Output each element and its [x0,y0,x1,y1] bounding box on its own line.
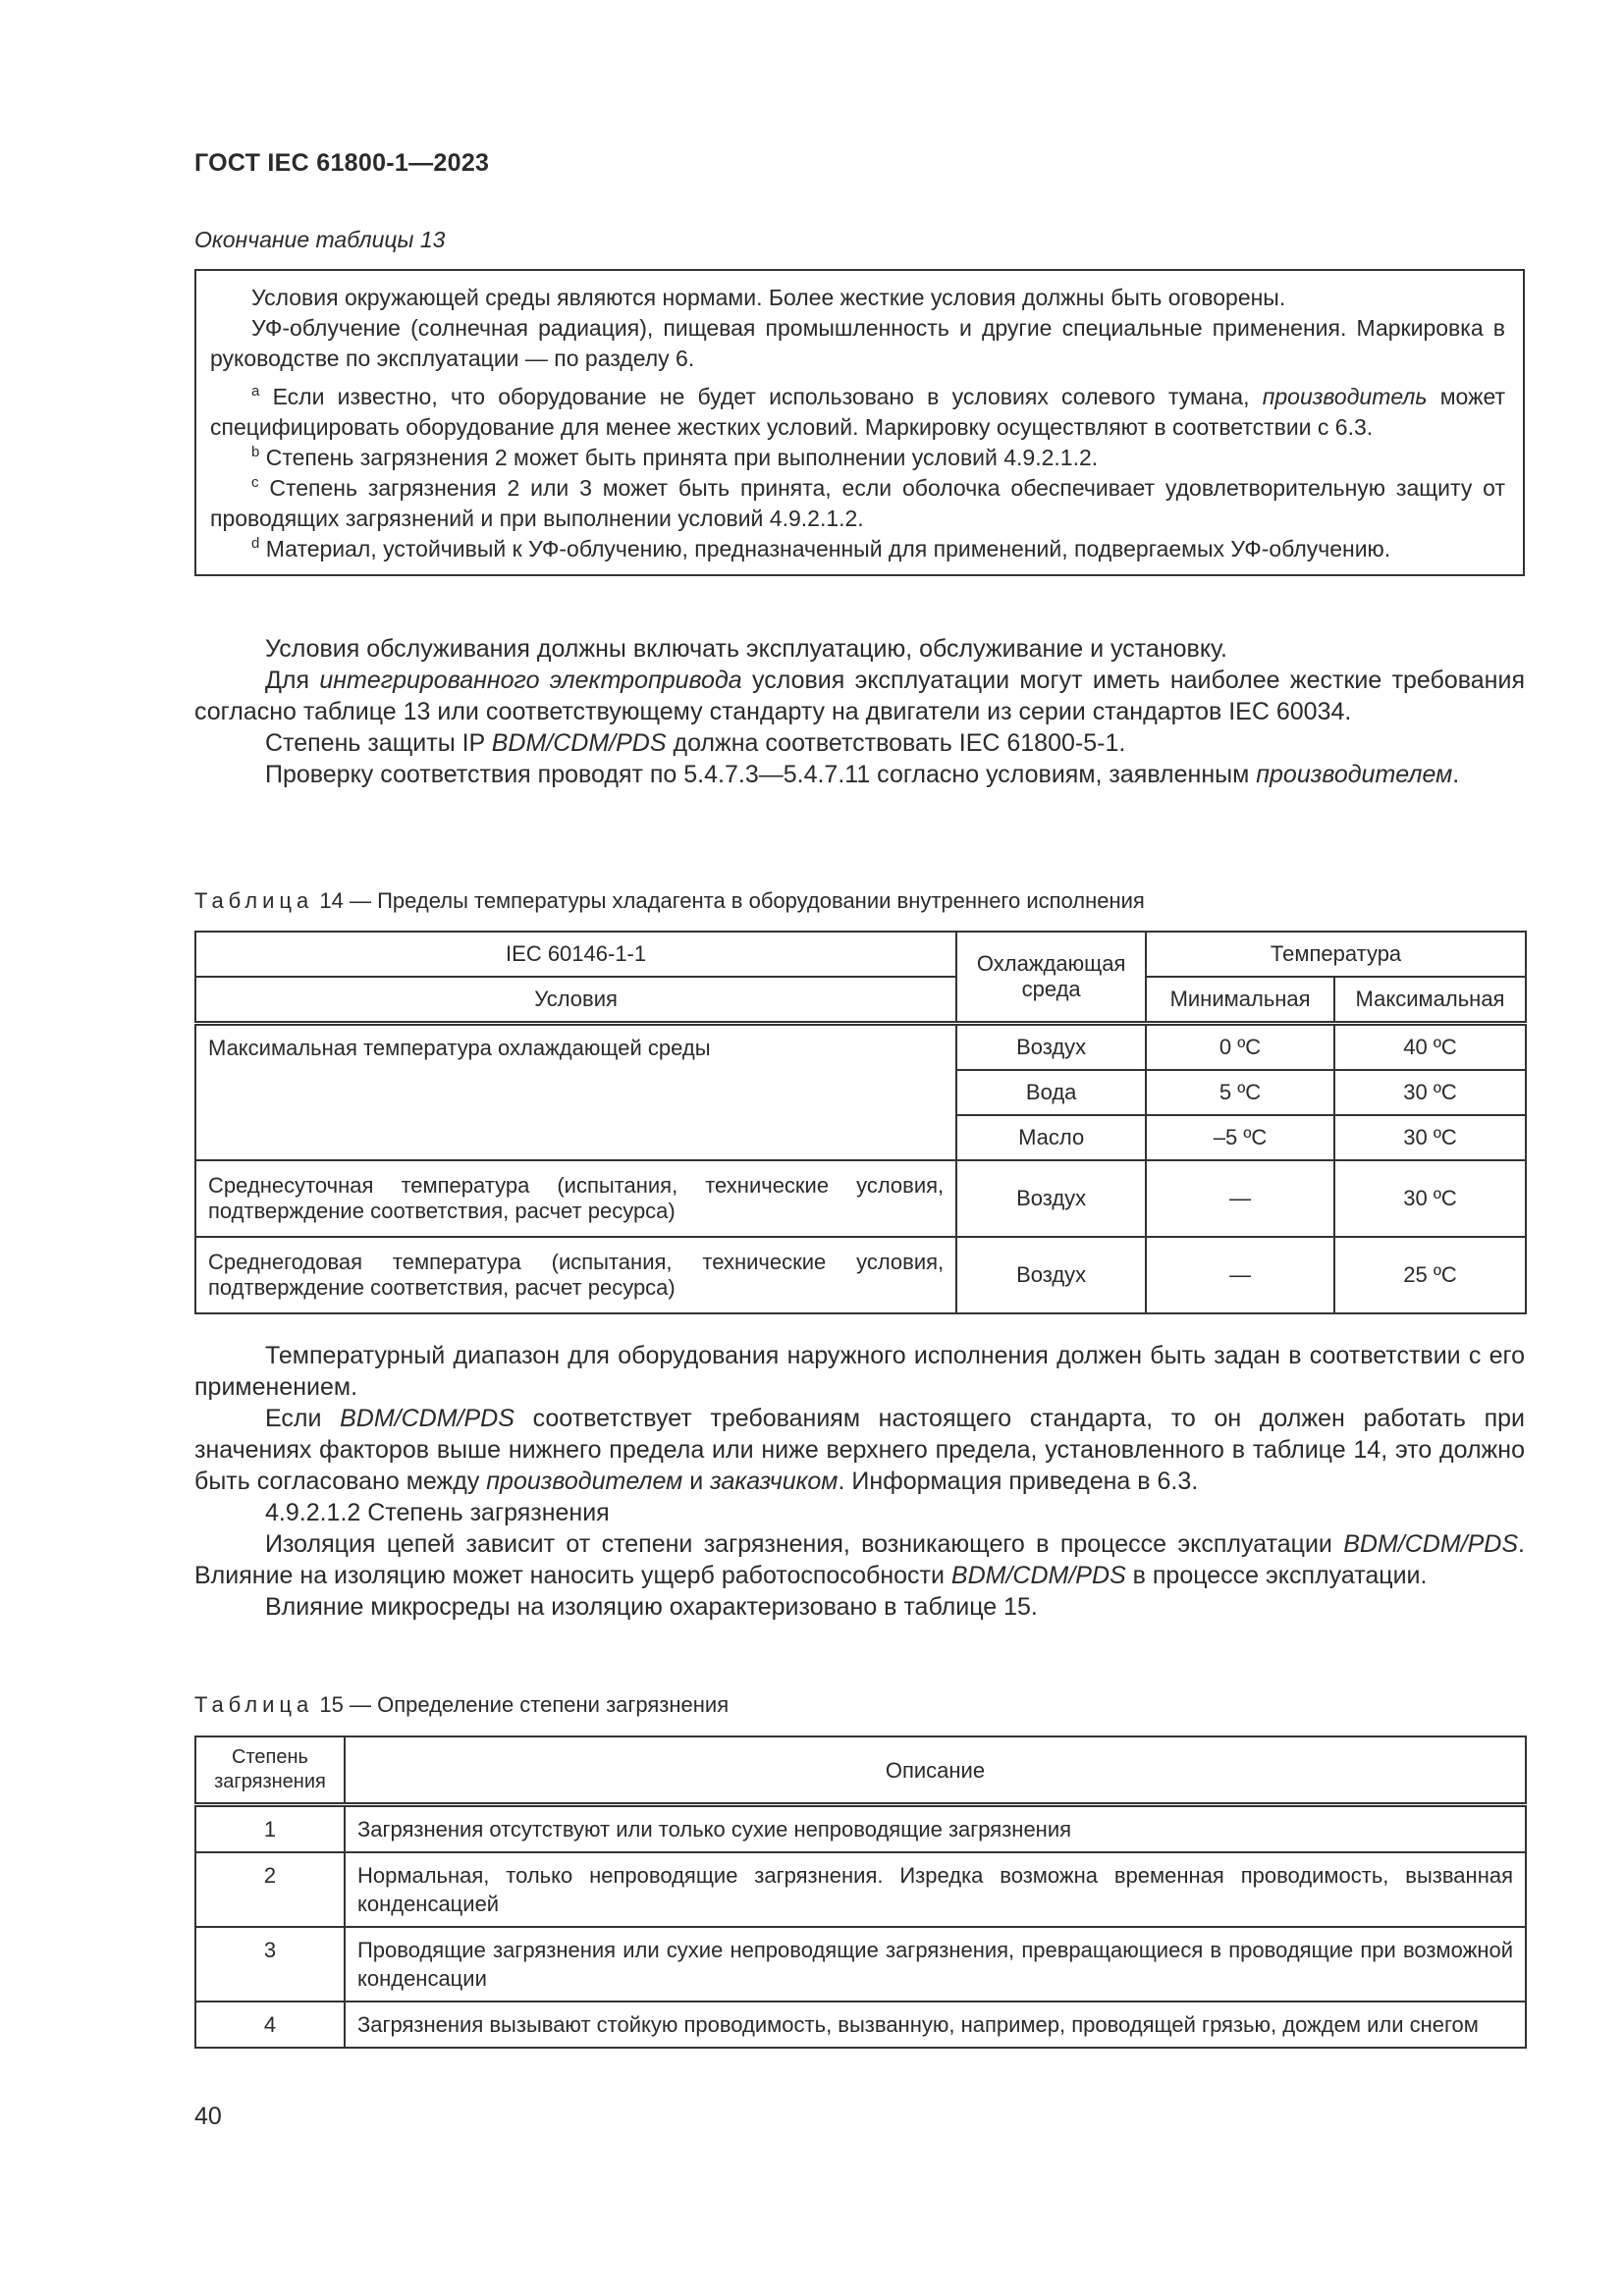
page-number: 40 [194,2103,222,2130]
cell-min: — [1146,1237,1334,1313]
header-cooling-medium: Охлаждающая среда [956,932,1146,1024]
footnote-text: Степень загрязнения 2 или 3 может быть принята, если оболочка обеспечивает удовлетворительную защиту от проводящих загрязнений и при выполнении условий 4.9.2.1.2. [210,475,1506,531]
cell-min: 0 ºС [1146,1024,1334,1071]
paragraph [194,759,1525,790]
footnote-mark: d [251,535,260,552]
paragraph [194,1528,1525,1591]
cell-description: Проводящие загрязнения или сухие непроводящие загрязнения, превращающиеся в проводящие при возможной конденсации [345,1927,1526,2002]
cell-max: 40 ºС [1334,1024,1526,1071]
cell-condition: Максимальная температура охлаждающей среды [195,1024,956,1161]
paragraph [194,1403,1525,1497]
footnote-b [210,443,1505,473]
paragraph [194,727,1525,759]
footnote-text: Материал, устойчивый к УФ-облучению, предназначенный для применений, подвергаемых УФ-облучению. [265,536,1391,561]
text-run: и [689,1468,704,1495]
body-text-section-2 [194,1340,1525,1623]
text-run: Для [265,667,310,694]
cell-degree: 3 [195,1927,345,2002]
footnote-c [210,473,1505,534]
cell-max: 30 ºС [1334,1070,1526,1115]
cell-description: Загрязнения вызывают стойкую проводимость, вызванную, например, проводящей грязью, дождем или снегом [345,2002,1526,2048]
emphasis: BDM/CDM/PDS [491,729,667,757]
cell-max: 25 ºС [1334,1237,1526,1313]
cell-degree: 1 [195,1805,345,1853]
paragraph [194,665,1525,727]
table-row [195,1927,1526,2002]
footnote-emphasis: производитель [1262,384,1428,409]
cell-medium: Вода [956,1070,1146,1115]
footnote-text: Степень загрязнения 2 может быть принята при выполнении условий 4.9.2.1.2. [265,445,1099,470]
paragraph: Условия обслуживания должны включать эксплуатацию, обслуживание и установку. [265,635,1227,663]
table-row [195,1024,1526,1071]
cell-medium: Воздух [956,1237,1146,1313]
cell-degree: 4 [195,2002,345,2048]
table14-caption [194,888,1145,914]
text-run: Степень защиты IP [265,729,485,757]
table-14 [194,931,1527,1314]
text-run: в процессе эксплуатации. [1132,1562,1428,1589]
emphasis: BDM/CDM/PDS [340,1405,514,1432]
footnote-mark: c [251,474,259,491]
cell-description: Нормальная, только непроводящие загрязнения. Изредка возможна временная проводимость, вызванная конденсацией [345,1852,1526,1927]
header-standard: IEC 60146-1-1 [195,932,956,977]
emphasis: BDM/CDM/PDS [1343,1530,1519,1558]
standard-header: ГОСТ IEC 61800-1—2023 [194,149,490,177]
footnote-a [210,382,1505,443]
text-run: условия эксплуатации могут иметь наиболее жесткие требования согласно таблице 13 или соответствующему стандарту на двигатели из серии стандартов IEC 60034. [194,667,1525,725]
caption-text: 14 — Пределы температуры хладагента в оборудовании внутреннего исполнения [319,888,1145,913]
cell-condition: Среднегодовая температура (испытания, технические условия, подтверждение соответствия, расчет ресурса) [195,1237,956,1313]
footnote-mark: b [251,444,260,460]
caption-label: Таблица [194,1692,314,1717]
body-text-section-1 [194,633,1525,790]
footnote-mark: a [251,383,260,400]
paragraph: Влияние микросреды на изоляцию охарактеризовано в таблице 15. [265,1593,1038,1621]
footnote-d [210,534,1505,564]
paragraph: Температурный диапазон для оборудования наружного исполнения должен быть задан в соответствии с его применением. [194,1342,1525,1401]
table15-caption [194,1692,729,1718]
text-run: Изоляция цепей зависит от степени загрязнения, возникающего в процессе эксплуатации [265,1530,1332,1558]
emphasis: производителем [1256,761,1453,788]
cell-medium: Воздух [956,1160,1146,1237]
cell-min: 5 ºС [1146,1070,1334,1115]
cell-condition: Среднесуточная температура (испытания, технические условия, подтверждение соответствия, расчет ресурса) [195,1160,956,1237]
emphasis: интегрированного электропривода [319,667,742,694]
emphasis: заказчиком [710,1468,839,1495]
caption-text: 15 — Определение степени загрязнения [319,1692,730,1717]
table-row [195,2002,1526,2048]
cell-medium: Воздух [956,1024,1146,1071]
cell-min: — [1146,1160,1334,1237]
cell-max: 30 ºС [1334,1115,1526,1160]
caption-label: Таблица [194,888,314,913]
cell-min: –5 ºС [1146,1115,1334,1160]
header-degree: Степень загрязнения [195,1736,345,1805]
table-continuation-label: Окончание таблицы 13 [194,227,446,252]
table-row [195,1160,1526,1237]
footnote-text: может специфицировать оборудование для менее жестких условий. Маркировку осуществляют в соответствии с 6.3. [210,384,1506,440]
header-max: Максимальная [1334,977,1526,1024]
note-line: УФ-облучение (солнечная радиация), пищевая промышленность и другие специальные применения. Маркировка в руководстве по эксплуатации — по разделу 6. [210,315,1505,371]
header-conditions: Условия [195,977,956,1024]
cell-max: 30 ºС [1334,1160,1526,1237]
text-run: . Информация приведена в 6.3. [838,1468,1199,1495]
text-run: Проверку соответствия проводят по 5.4.7.3—5.4.7.11 согласно условиям, заявленным [265,761,1250,788]
emphasis: производителем [486,1468,683,1495]
header-min: Минимальная [1146,977,1334,1024]
emphasis: BDM/CDM/PDS [950,1562,1126,1589]
table13-notes-box [194,269,1525,576]
table-row [195,1852,1526,1927]
cell-description: Загрязнения отсутствуют или только сухие непроводящие загрязнения [345,1805,1526,1853]
footnote-text: Если известно, что оборудование не будет использовано в условиях солевого тумана, [272,384,1250,409]
note-line: Условия окружающей среды являются нормами. Более жесткие условия должны быть оговорены. [251,285,1286,310]
text-run: Если [265,1405,322,1432]
text-run: . [1452,761,1460,788]
text-run: должна соответствовать IEC 61800-5-1. [673,729,1126,757]
cell-medium: Масло [956,1115,1146,1160]
table-row [195,1237,1526,1313]
header-description: Описание [345,1736,1526,1805]
header-temperature: Температура [1146,932,1526,977]
table-row [195,1805,1526,1853]
subsection-heading: 4.9.2.1.2 Степень загрязнения [265,1499,610,1526]
cell-degree: 2 [195,1852,345,1927]
text-run: . Влияние на изоляцию может наносить ущерб работоспособности [194,1530,1525,1589]
table-15 [194,1735,1527,2049]
text-run: соответствует требованиям настоящего стандарта, то он должен работать при значениях факторов выше нижнего предела или ниже верхнего предела, установленного в таблице 14, это должно быть согласовано между [194,1405,1526,1495]
